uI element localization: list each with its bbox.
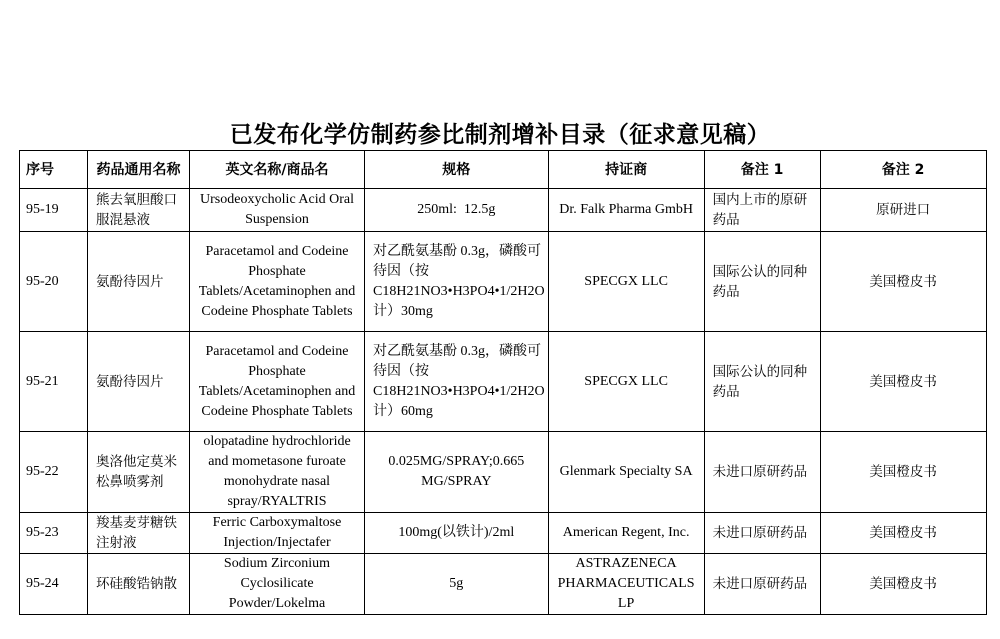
cell-holder: Dr. Falk Pharma GmbH xyxy=(548,189,704,232)
header-note2: 备注 2 xyxy=(820,151,986,189)
table-row xyxy=(20,232,987,332)
cell-note2: 美国橙皮书 xyxy=(820,554,986,615)
cell-seq: 95-23 xyxy=(20,513,88,554)
cell-spec: 250ml: 12.5g xyxy=(365,189,549,232)
cell-spec: 对乙酰氨基酚 0.3g，磷酸可待因（按 C18H21NO3•H3PO4•1/2H2O 计）30mg xyxy=(365,232,549,332)
cell-seq: 95-22 xyxy=(20,432,88,513)
header-row xyxy=(20,151,987,189)
cell-note1: 国际公认的同种药品 xyxy=(704,232,820,332)
cell-generic-name: 熊去氧胆酸口服混悬液 xyxy=(88,189,190,232)
cell-english-name: Paracetamol and Codeine Phosphate Tablets/Acetaminophen and Codeine Phosphate Tablets xyxy=(190,332,365,432)
cell-spec: 5g xyxy=(365,554,549,615)
cell-english-name: Ferric Carboxymaltose Injection/Injectafer xyxy=(190,513,365,554)
header-seq: 序号 xyxy=(20,151,88,189)
header-generic-name: 药品通用名称 xyxy=(88,151,190,189)
cell-note2: 美国橙皮书 xyxy=(820,513,986,554)
cell-generic-name: 羧基麦芽糖铁注射液 xyxy=(88,513,190,554)
cell-seq: 95-24 xyxy=(20,554,88,615)
cell-holder: Glenmark Specialty SA xyxy=(548,432,704,513)
cell-note2: 美国橙皮书 xyxy=(820,332,986,432)
cell-note1: 未进口原研药品 xyxy=(704,432,820,513)
cell-seq: 95-21 xyxy=(20,332,88,432)
cell-note1: 未进口原研药品 xyxy=(704,554,820,615)
cell-note1: 未进口原研药品 xyxy=(704,513,820,554)
cell-generic-name: 氨酚待因片 xyxy=(88,232,190,332)
cell-spec: 100mg(以铁计)/2ml xyxy=(365,513,549,554)
cell-english-name: Paracetamol and Codeine Phosphate Tablets/Acetaminophen and Codeine Phosphate Tablets xyxy=(190,232,365,332)
cell-holder: SPECGX LLC xyxy=(548,332,704,432)
cell-holder: American Regent, Inc. xyxy=(548,513,704,554)
cell-generic-name: 奥洛他定莫米松鼻喷雾剂 xyxy=(88,432,190,513)
cell-note2: 美国橙皮书 xyxy=(820,232,986,332)
cell-seq: 95-19 xyxy=(20,189,88,232)
header-holder: 持证商 xyxy=(548,151,704,189)
cell-generic-name: 氨酚待因片 xyxy=(88,332,190,432)
table-row xyxy=(20,554,987,615)
cell-note1: 国内上市的原研药品 xyxy=(704,189,820,232)
cell-spec: 0.025MG/SPRAY;0.665 MG/SPRAY xyxy=(365,432,549,513)
cell-note1: 国际公认的同种药品 xyxy=(704,332,820,432)
table-row xyxy=(20,189,987,232)
header-note1: 备注 1 xyxy=(704,151,820,189)
reference-drug-table xyxy=(19,150,987,615)
cell-note2: 原研进口 xyxy=(820,189,986,232)
table-row xyxy=(20,432,987,513)
cell-seq: 95-20 xyxy=(20,232,88,332)
cell-spec: 对乙酰氨基酚 0.3g，磷酸可待因（按 C18H21NO3•H3PO4•1/2H2O 计）60mg xyxy=(365,332,549,432)
cell-holder: ASTRAZENECA PHARMACEUTICALS LP xyxy=(548,554,704,615)
header-english-name: 英文名称/商品名 xyxy=(190,151,365,189)
cell-english-name: Ursodeoxycholic Acid Oral Suspension xyxy=(190,189,365,232)
page-title: 已发布化学仿制药参比制剂增补目录（征求意见稿） xyxy=(229,122,771,148)
header-spec: 规格 xyxy=(365,151,549,189)
cell-note2: 美国橙皮书 xyxy=(820,432,986,513)
cell-holder: SPECGX LLC xyxy=(548,232,704,332)
cell-english-name: olopatadine hydrochloride and mometasone furoate monohydrate nasal spray/RYALTRIS xyxy=(190,432,365,513)
cell-english-name: Sodium Zirconium Cyclosilicate Powder/Lokelma xyxy=(190,554,365,615)
cell-generic-name: 环硅酸锆钠散 xyxy=(88,554,190,615)
table-row xyxy=(20,332,987,432)
table-row xyxy=(20,513,987,554)
